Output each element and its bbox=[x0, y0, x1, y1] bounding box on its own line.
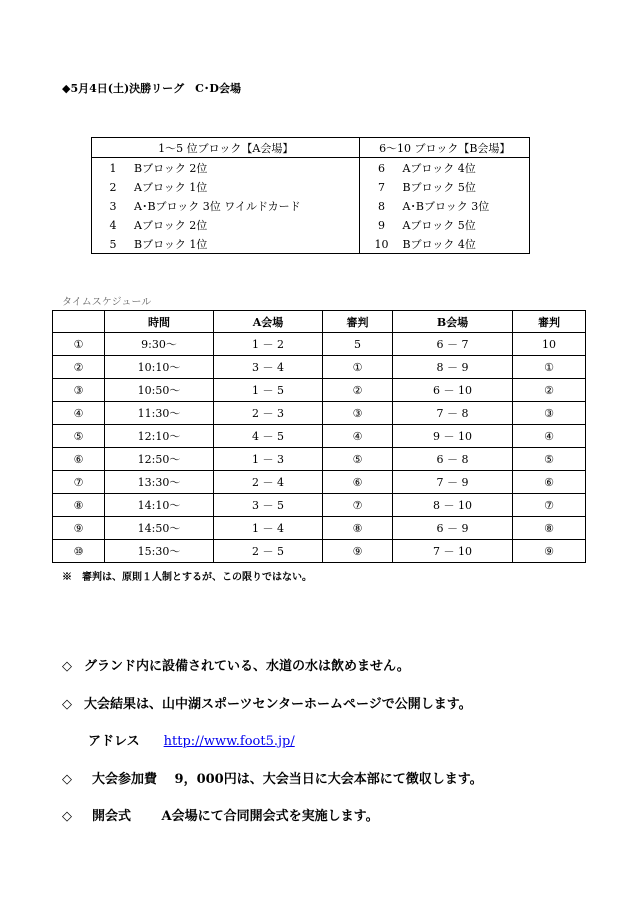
notice-water bbox=[62, 655, 410, 674]
schedule-header-cell: A会場 bbox=[214, 311, 323, 333]
league-left-team: Bブロック 1位 bbox=[134, 237, 208, 251]
match-number: ① bbox=[53, 333, 105, 356]
match-time: 13:30～ bbox=[105, 471, 214, 494]
schedule-header-cell: 審判 bbox=[513, 311, 586, 333]
match-time: 11:30～ bbox=[105, 402, 214, 425]
league-row bbox=[92, 177, 530, 196]
venue-a-referee: ⑧ bbox=[323, 517, 393, 540]
schedule-row bbox=[53, 517, 586, 540]
venue-b-match: 7 － 9 bbox=[393, 471, 513, 494]
venue-b-referee: ④ bbox=[513, 425, 586, 448]
league-right-team: Aブロック 5位 bbox=[402, 218, 476, 232]
schedule-table bbox=[52, 310, 586, 563]
schedule-header-cell: 審判 bbox=[323, 311, 393, 333]
league-right-number: 6 bbox=[377, 161, 385, 175]
match-number: ⑥ bbox=[53, 448, 105, 471]
venue-b-match: 7 － 8 bbox=[393, 402, 513, 425]
match-number: ② bbox=[53, 356, 105, 379]
venue-b-referee: ⑨ bbox=[513, 540, 586, 563]
schedule-header-cell: 時間 bbox=[105, 311, 214, 333]
address-link[interactable]: http://www.foot5.jp/ bbox=[163, 734, 295, 749]
match-number: ⑩ bbox=[53, 540, 105, 563]
league-row bbox=[92, 234, 530, 254]
notice-opening-text: 開会式 A会場にて合同開会式を実施します。 bbox=[92, 809, 379, 824]
match-number: ⑦ bbox=[53, 471, 105, 494]
league-right-number: 8 bbox=[377, 199, 385, 213]
venue-b-referee: ⑦ bbox=[513, 494, 586, 517]
league-right-number: 7 bbox=[377, 180, 385, 194]
venue-b-referee: ⑧ bbox=[513, 517, 586, 540]
schedule-row bbox=[53, 494, 586, 517]
venue-b-match: 6 － 7 bbox=[393, 333, 513, 356]
venue-a-referee: ⑨ bbox=[323, 540, 393, 563]
match-number: ④ bbox=[53, 402, 105, 425]
venue-b-referee: ② bbox=[513, 379, 586, 402]
diamond-icon: ◇ bbox=[62, 772, 72, 787]
schedule-title: タイムスケジュール bbox=[62, 297, 152, 308]
schedule-row bbox=[53, 425, 586, 448]
league-left-number: 3 bbox=[109, 199, 117, 213]
schedule-row bbox=[53, 356, 586, 379]
venue-a-match: 1 － 5 bbox=[214, 379, 323, 402]
page-heading: ◆5月4日(土)決勝リーグ C･D会場 bbox=[62, 82, 241, 95]
schedule-row bbox=[53, 402, 586, 425]
notice-fee-text: 大会参加費 9，000円は、大会当日に大会本部にて徴収します。 bbox=[92, 772, 483, 787]
venue-a-referee: ① bbox=[323, 356, 393, 379]
venue-a-referee: ④ bbox=[323, 425, 393, 448]
notice-results-text: 大会結果は、山中湖スポーツセンターホームページで公開します。 bbox=[84, 697, 472, 712]
schedule-note: ※ 審判は、原則１人制とするが、この限りではない。 bbox=[62, 572, 312, 583]
venue-b-match: 6 － 9 bbox=[393, 517, 513, 540]
diamond-icon: ◇ bbox=[62, 809, 72, 824]
venue-a-match: 2 － 4 bbox=[214, 471, 323, 494]
venue-b-referee: ① bbox=[513, 356, 586, 379]
match-number: ⑧ bbox=[53, 494, 105, 517]
venue-b-referee: ③ bbox=[513, 402, 586, 425]
venue-a-match: 1 － 4 bbox=[214, 517, 323, 540]
venue-b-referee: ⑤ bbox=[513, 448, 586, 471]
league-left-number: 4 bbox=[109, 218, 117, 232]
venue-a-match: 1 － 2 bbox=[214, 333, 323, 356]
match-time: 15:30～ bbox=[105, 540, 214, 563]
address-line bbox=[88, 730, 295, 749]
schedule-row bbox=[53, 379, 586, 402]
league-left-team: Aブロック 1位 bbox=[134, 180, 208, 194]
match-time: 12:10～ bbox=[105, 425, 214, 448]
venue-b-match: 6 － 10 bbox=[393, 379, 513, 402]
notice-fee bbox=[62, 768, 483, 787]
venue-a-referee: ⑥ bbox=[323, 471, 393, 494]
venue-a-referee: ⑤ bbox=[323, 448, 393, 471]
schedule-header-cell: B会場 bbox=[393, 311, 513, 333]
venue-a-referee: ② bbox=[323, 379, 393, 402]
venue-a-match: 4 － 5 bbox=[214, 425, 323, 448]
notice-opening bbox=[62, 805, 379, 824]
league-right-team: A･Bブロック 3位 bbox=[402, 199, 490, 213]
venue-a-match: 2 － 3 bbox=[214, 402, 323, 425]
venue-a-match: 3 － 4 bbox=[214, 356, 323, 379]
league-row bbox=[92, 215, 530, 234]
league-left-number: 1 bbox=[109, 161, 117, 175]
diamond-icon: ◇ bbox=[62, 697, 72, 712]
match-number: ⑤ bbox=[53, 425, 105, 448]
league-right-header: 6～10 ブロック【B会場】 bbox=[360, 138, 530, 158]
schedule-header-row bbox=[53, 311, 586, 333]
venue-b-match: 8 － 9 bbox=[393, 356, 513, 379]
league-row bbox=[92, 196, 530, 215]
schedule-row bbox=[53, 540, 586, 563]
match-number: ⑨ bbox=[53, 517, 105, 540]
diamond-icon: ◇ bbox=[62, 659, 72, 674]
league-left-number: 5 bbox=[109, 237, 117, 251]
schedule-row bbox=[53, 333, 586, 356]
league-right-team: Bブロック 4位 bbox=[402, 237, 476, 251]
match-time: 10:50～ bbox=[105, 379, 214, 402]
venue-a-referee: ③ bbox=[323, 402, 393, 425]
schedule-row bbox=[53, 471, 586, 494]
match-time: 14:50～ bbox=[105, 517, 214, 540]
venue-a-match: 1 － 3 bbox=[214, 448, 323, 471]
notice-water-text: グランド内に設備されている、水道の水は飲めません。 bbox=[84, 659, 410, 674]
address-label: アドレス bbox=[88, 734, 140, 749]
venue-b-referee: ⑥ bbox=[513, 471, 586, 494]
match-time: 10:10～ bbox=[105, 356, 214, 379]
venue-b-match: 8 － 10 bbox=[393, 494, 513, 517]
league-right-number: 9 bbox=[377, 218, 385, 232]
league-left-header: 1～5 位ブロック【A会場】 bbox=[92, 138, 360, 158]
venue-b-match: 7 － 10 bbox=[393, 540, 513, 563]
match-number: ③ bbox=[53, 379, 105, 402]
venue-a-referee: 5 bbox=[323, 333, 393, 356]
league-right-team: Bブロック 5位 bbox=[402, 180, 476, 194]
notice-results bbox=[62, 693, 472, 712]
schedule-header-cell bbox=[53, 311, 105, 333]
league-left-team: Aブロック 2位 bbox=[134, 218, 208, 232]
league-left-team: A･Bブロック 3位 ワイルドカード bbox=[134, 199, 301, 213]
venue-b-match: 9 － 10 bbox=[393, 425, 513, 448]
venue-b-match: 6 － 8 bbox=[393, 448, 513, 471]
venue-a-match: 2 － 5 bbox=[214, 540, 323, 563]
league-right-number: 10 bbox=[374, 237, 389, 251]
venue-a-referee: ⑦ bbox=[323, 494, 393, 517]
match-time: 9:30～ bbox=[105, 333, 214, 356]
match-time: 14:10～ bbox=[105, 494, 214, 517]
venue-a-match: 3 － 5 bbox=[214, 494, 323, 517]
league-right-team: Aブロック 4位 bbox=[402, 161, 476, 175]
match-time: 12:50～ bbox=[105, 448, 214, 471]
schedule-row bbox=[53, 448, 586, 471]
league-row bbox=[92, 158, 530, 178]
league-left-team: Bブロック 2位 bbox=[134, 161, 208, 175]
venue-b-referee: 10 bbox=[513, 333, 586, 356]
league-table bbox=[91, 137, 530, 254]
league-left-number: 2 bbox=[109, 180, 117, 194]
